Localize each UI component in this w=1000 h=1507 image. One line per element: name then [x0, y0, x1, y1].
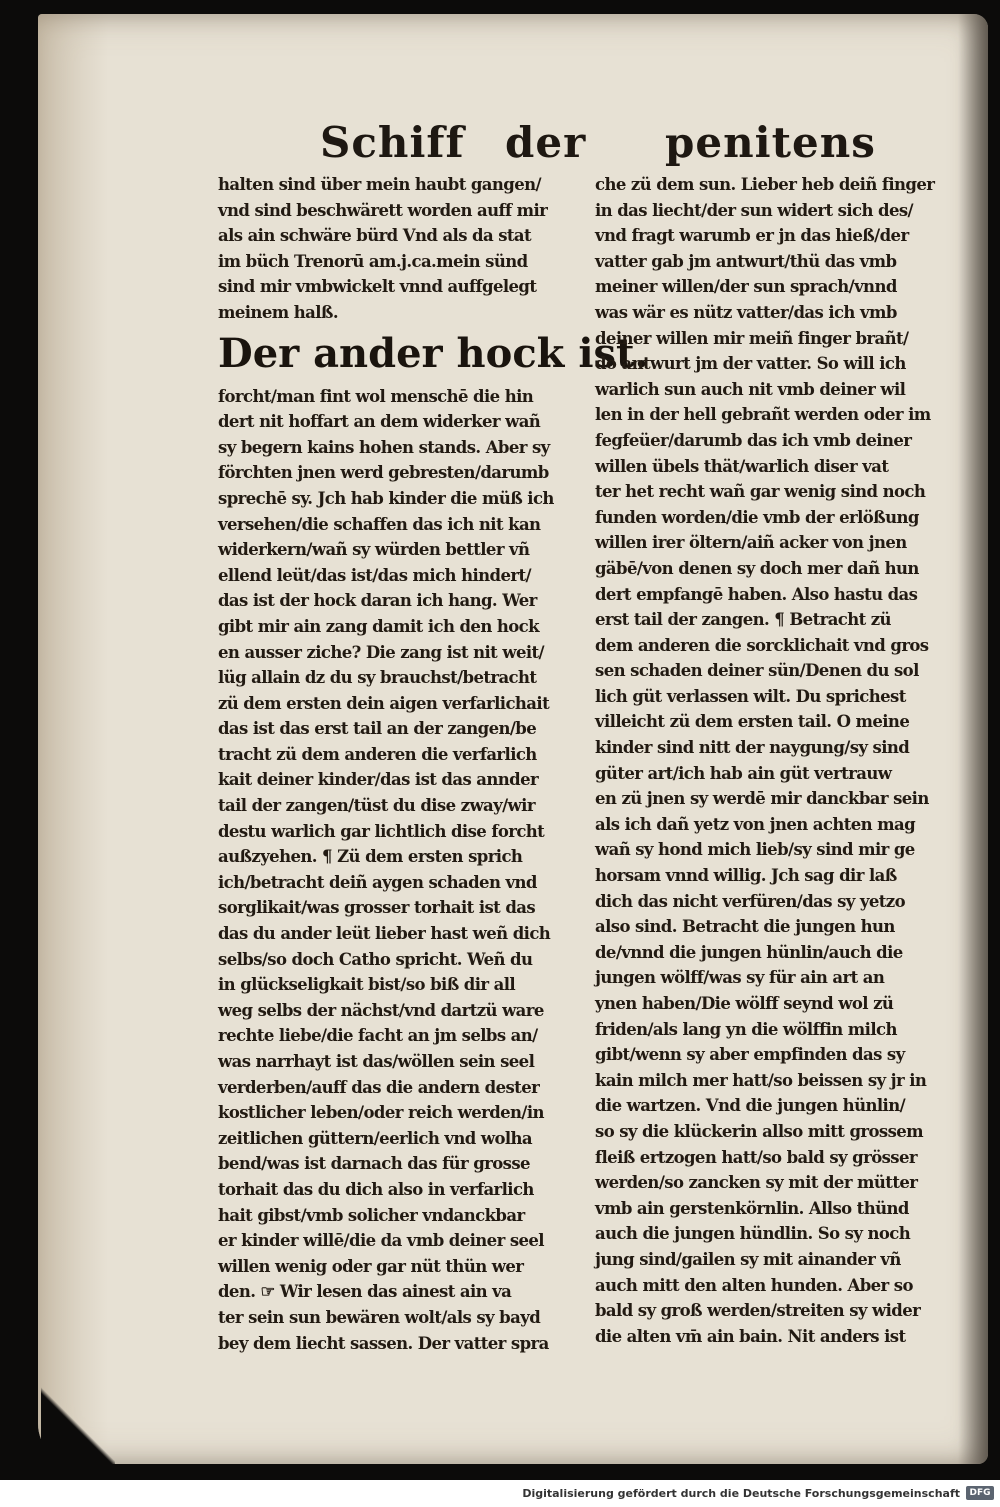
text-line: dert empfangē haben. Also hastu das [595, 584, 918, 604]
text-line: ter het recht wañ gar wenig sind noch [595, 482, 926, 502]
text-line: kait deiner kinder/das ist das annder [218, 770, 539, 790]
text-line: halten sind über mein haubt gangen/ [218, 175, 541, 194]
text-line: kain milch mer hatt/so beissen sy jr in [595, 1070, 927, 1090]
text-line: gäbē/von denen sy doch mer dañ hun [595, 558, 919, 578]
text-line: erst tail der zangen. ¶ Betracht zü [595, 610, 891, 630]
text-line: sy begern kains hohen stands. Aber sy [218, 437, 550, 457]
text-line: kinder sind nitt der naygung/sy sind [595, 738, 910, 758]
footer-credit: Digitalisierung gefördert durch die Deutsche Forschungsgemeinschaft [522, 1487, 960, 1500]
text-line: die alten vm̄ ain bain. Nit anders ist [595, 1326, 906, 1346]
running-head-word: der [505, 118, 587, 167]
text-line: dem anderen die sorcklichait vnd gros [595, 635, 929, 655]
text-column-right [595, 172, 955, 1349]
text-line: funden worden/die vmb der erlößung [595, 507, 919, 527]
text-column-left [218, 172, 649, 1356]
text-line: als ain schwäre bürd Vnd als da stat [218, 226, 532, 246]
text-line: ellend leüt/das ist/das mich hindert/ [218, 565, 531, 585]
text-line: die wartzen. Vnd die jungen hünlin/ [595, 1096, 906, 1116]
text-line: fegfeüer/darumb das ich vmb deiner [595, 430, 912, 450]
text-line: förchten jnen werd gebresten/darumb [218, 463, 549, 483]
text-line: willen wenig oder gar nüt thün wer [218, 1256, 524, 1276]
text-line: in glückseligkait bist/so biß dir all [218, 975, 516, 995]
text-line: fleiß ertzogen hatt/so bald sy grösser [595, 1147, 917, 1167]
text-line: selbs/so doch Catho spricht. Weñ du [218, 949, 533, 969]
text-line: ynen haben/Die wölff seynd wol zü [595, 994, 894, 1013]
text-line: vnd fragt warumb er jn das hieß/der [595, 226, 909, 246]
running-head-word: penitens [665, 118, 876, 167]
text-line: versehen/die schaffen das ich nit kan [218, 514, 541, 534]
text-line: deiner willen mir meiñ finger brañt/ [595, 328, 909, 348]
text-line: ich/betracht deiñ aygen schaden vnd [218, 872, 537, 892]
text-line: vnd sind beschwärett worden auff mir [218, 200, 548, 220]
text-line: dich das nicht verfüren/das sy yetzo [595, 891, 905, 911]
text-line: che zü dem sun. Lieber heb deiñ finger [595, 175, 935, 194]
text-line: was narrhayt ist das/wöllen sein seel [218, 1052, 535, 1071]
text-line: vmb ain gerstenkörnlin. Allso thünd [595, 1198, 909, 1218]
text-line: dert nit hoffart an dem widerker wañ [218, 412, 541, 432]
text-line: zü dem ersten dein aigen verfarlichait [218, 693, 550, 713]
text-line: so sy die klückerin allso mitt grossem [595, 1121, 924, 1141]
text-line: den. ☞ Wir lesen das ainest ain va [218, 1282, 512, 1302]
text-line: hait gibst/vmb solicher vndanckbar [218, 1205, 525, 1225]
text-line: destu warlich gar lichtlich dise forcht [218, 821, 545, 841]
text-line: was wär es nütz vatter/das ich vmb [595, 302, 897, 322]
text-line: güter art/ich hab ain güt vertrauw [595, 763, 892, 783]
text-line: willen irer öltern/aiñ acker von jnen [595, 533, 907, 553]
text-line: kostlicher leben/oder reich werden/in [218, 1103, 544, 1123]
text-line: bey dem liecht sassen. Der vatter spra [218, 1333, 549, 1353]
text-line: friden/als lang yn die wölffin milch [595, 1019, 897, 1039]
text-line: bend/was ist darnach das für grosse [218, 1154, 530, 1174]
text-line: ter sein sun bewären wolt/als sy bayd [218, 1307, 541, 1327]
text-line: en ausser ziche? Die zang ist nit weit/ [218, 642, 544, 662]
text-line: bald sy groß werden/streiten sy wider [595, 1301, 921, 1321]
text-line: forcht/man fint wol menschē die hin [218, 386, 534, 406]
text-line: auch mitt den alten hunden. Aber so [595, 1275, 913, 1295]
text-line: en zü jnen sy werdē mir danckbar sein [595, 789, 929, 809]
text-line: außzyehen. ¶ Zü dem ersten sprich [218, 847, 523, 867]
text-line: weg selbs der nächst/vnd dartzü ware [218, 1000, 544, 1020]
text-line: lüg allain dz du sy brauchst/betracht [218, 668, 537, 688]
text-line: meiner willen/der sun sprach/vnnd [595, 277, 897, 297]
page-corner-shadow [41, 1387, 115, 1467]
text-line: rechte liebe/die facht an jm selbs an/ [218, 1026, 538, 1046]
text-line: gibt mir ain zang damit ich den hock [218, 616, 539, 636]
text-line: len in der hell gebrañt werden oder im [595, 405, 931, 425]
text-line: also sind. Betracht die jungen hun [595, 917, 895, 937]
text-line: vatter gab jm antwurt/thü das vmb [595, 251, 897, 271]
text-line: sorglikait/was grosser torhait ist das [218, 898, 536, 918]
text-line: villeicht zü dem ersten tail. O meine [595, 712, 910, 732]
text-line: das du ander leüt lieber hast weñ dich [218, 924, 551, 944]
text-line: widerkern/wañ sy würden bettler vñ [218, 540, 530, 560]
running-head-word: Schiff [320, 118, 465, 167]
text-line: im büch Trenorū am.j.ca.mein sünd [218, 251, 528, 271]
text-line: wañ sy hond mich lieb/sy sind mir ge [595, 840, 915, 860]
text-line: warlich sun auch nit vmb deiner wil [595, 379, 906, 399]
text-line: sen schaden deiner sün/Denen du sol [595, 661, 919, 681]
section-heading: Der ander hock ist. [218, 329, 649, 377]
text-line: gibt/wenn sy aber empfinden das sy [595, 1045, 905, 1065]
text-line: das ist das erst tail an der zangen/be [218, 719, 537, 739]
text-line: zeitlichen güttern/eerlich vnd wolha [218, 1128, 533, 1148]
text-line: das ist der hock daran ich hang. Wer [218, 591, 537, 611]
text-line: jungen wölff/was sy für ain art an [595, 968, 885, 988]
text-line: sprechē sy. Jch hab kinder die müß ich [218, 488, 554, 508]
text-line: er kinder willē/die da vmb deiner seel [218, 1231, 544, 1251]
text-line: verderben/auff das die andern dester [218, 1077, 540, 1097]
text-line: willen übels thät/warlich diser vat [595, 456, 889, 476]
text-line: meinem halß. [218, 302, 338, 322]
running-head [215, 118, 876, 178]
text-line: horsam vnnd willig. Jch sag dir laß [595, 866, 897, 886]
text-line: jung sind/gailen sy mit ainander vñ [595, 1249, 901, 1269]
text-line: de/vnnd die jungen hünlin/auch die [595, 942, 903, 962]
text-line: tail der zangen/tüst du dise zway/wir [218, 796, 535, 816]
text-line: lich güt verlassen wilt. Du sprichest [595, 686, 906, 706]
text-line: werden/so zancken sy mit der mütter [595, 1173, 918, 1193]
dfg-logo-icon: DFG [966, 1486, 994, 1500]
text-line: tracht zü dem anderen die verfarlich [218, 744, 537, 764]
text-line: do antwurt jm der vatter. So will ich [595, 354, 906, 374]
text-line: torhait das du dich also in verfarlich [218, 1179, 534, 1199]
text-line: in das liecht/der sun widert sich des/ [595, 200, 913, 220]
text-line: sind mir vmbwickelt vnnd auffgelegt [218, 277, 537, 297]
text-line: auch die jungen hündlin. So sy noch [595, 1224, 911, 1244]
text-line: als ich dañ yetz von jnen achten mag [595, 814, 916, 834]
digitization-footer [0, 1480, 1000, 1507]
